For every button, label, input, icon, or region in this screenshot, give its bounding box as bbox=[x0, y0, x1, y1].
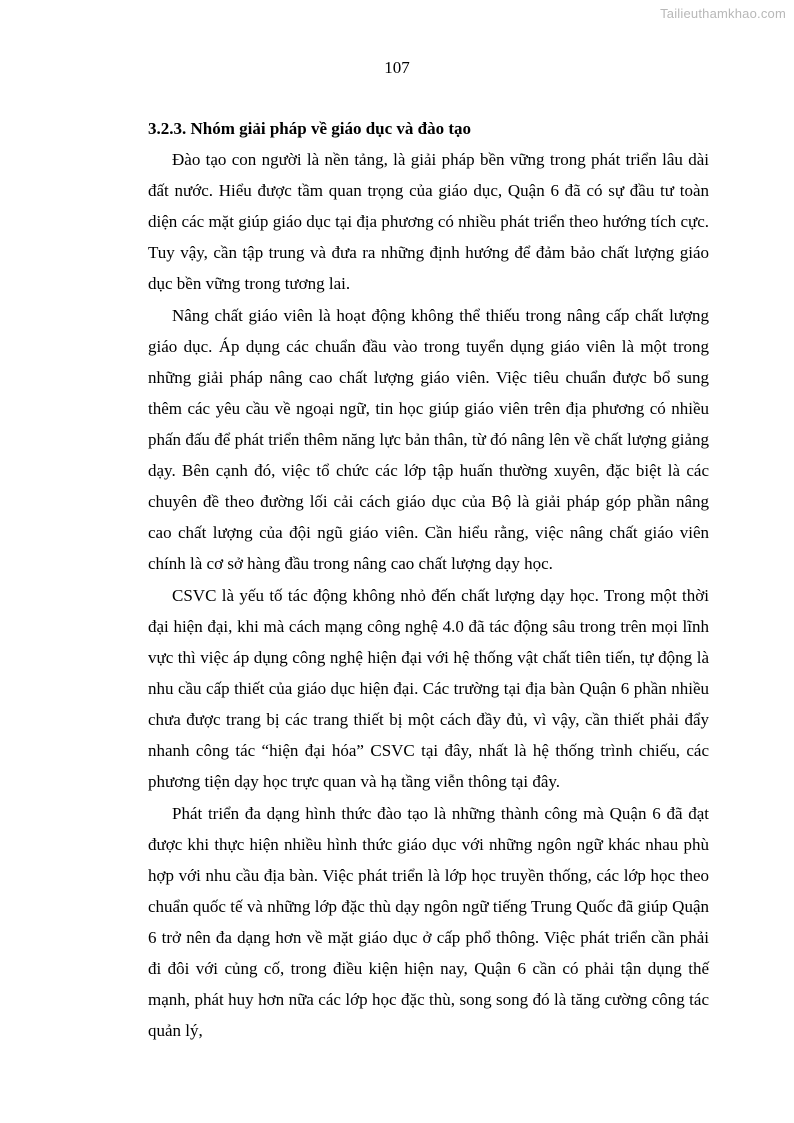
watermark: Tailieuthamkhao.com bbox=[660, 6, 786, 21]
document-body bbox=[148, 114, 709, 1046]
section-heading: 3.2.3. Nhóm giải pháp về giáo dục và đào tạo bbox=[148, 119, 472, 138]
paragraph-teacher-quality: Nâng chất giáo viên là hoạt động không thể thiếu trong nâng cấp chất lượng giáo dục. Áp dụng các chuẩn đầu vào trong tuyển dụng giáo viên là một trong những giải pháp nâng cao chất lượng giáo viên. Việc tiêu chuẩn được bổ sung thêm các yêu cầu về ngoại ngữ, tin học giúp giáo viên trên địa phương có nhiều phấn đấu để phát triển thêm năng lực bản thân, từ đó nâng lên về chất lượng giảng dạy. Bên cạnh đó, việc tổ chức các lớp tập huấn thường xuyên, đặc biệt là các chuyên đề theo đường lối cải cách giáo dục của Bộ là giải pháp góp phần nâng cao chất lượng của đội ngũ giáo viên. Cần hiểu rằng, việc nâng chất giáo viên chính là cơ sở hàng đầu trong nâng cao chất lượng dạy học. bbox=[148, 306, 709, 573]
paragraph-facilities: CSVC là yếu tố tác động không nhỏ đến chất lượng dạy học. Trong một thời đại hiện đại, khi mà cách mạng công nghệ 4.0 đã tác động sâu trong trên mọi lĩnh vực thì việc áp dụng công nghệ hiện đại với hệ thống vật chất tiên tiến, tự động là nhu cầu cấp thiết của giáo dục hiện đại. Các trường tại địa bàn Quận 6 phần nhiều chưa được trang bị các trang thiết bị một cách đầy đủ, vì vậy, cần thiết phải đẩy nhanh công tác “hiện đại hóa” CSVC tại đây, nhất là hệ thống trình chiếu, các phương tiện dạy học trực quan và hạ tầng viễn thông tại đây. bbox=[148, 586, 709, 791]
page-number: 107 bbox=[384, 58, 410, 77]
paragraph-training-diversity: Phát triển đa dạng hình thức đào tạo là những thành công mà Quận 6 đã đạt được khi thực hiện nhiều hình thức giáo dục với những ngôn ngữ khác nhau phù hợp với nhu cầu địa bàn. Việc phát triển là lớp học truyền thống, các lớp học theo chuẩn quốc tế và những lớp đặc thù dạy ngôn ngữ tiếng Trung Quốc đã giúp Quận 6 trở nên đa dạng hơn về mặt giáo dục ở cấp phổ thông. Việc phát triển cần phải đi đôi với củng cố, trong điều kiện hiện nay, Quận 6 cần có phải tận dụng thế mạnh, phát huy hơn nữa các lớp học đặc thù, song song đó là tăng cường công tác quản lý, bbox=[148, 804, 709, 1040]
paragraph-education-foundation: Đào tạo con người là nền tảng, là giải pháp bền vững trong phát triển lâu dài đất nước. Hiểu được tầm quan trọng của giáo dục, Quận 6 đã có sự đầu tư toàn diện các mặt giúp giáo dục tại địa phương có nhiều phát triển theo hướng tích cực. Tuy vậy, cần tập trung và đưa ra những định hướng để đảm bảo chất lượng giáo dục bền vững trong tương lai. bbox=[148, 150, 709, 293]
